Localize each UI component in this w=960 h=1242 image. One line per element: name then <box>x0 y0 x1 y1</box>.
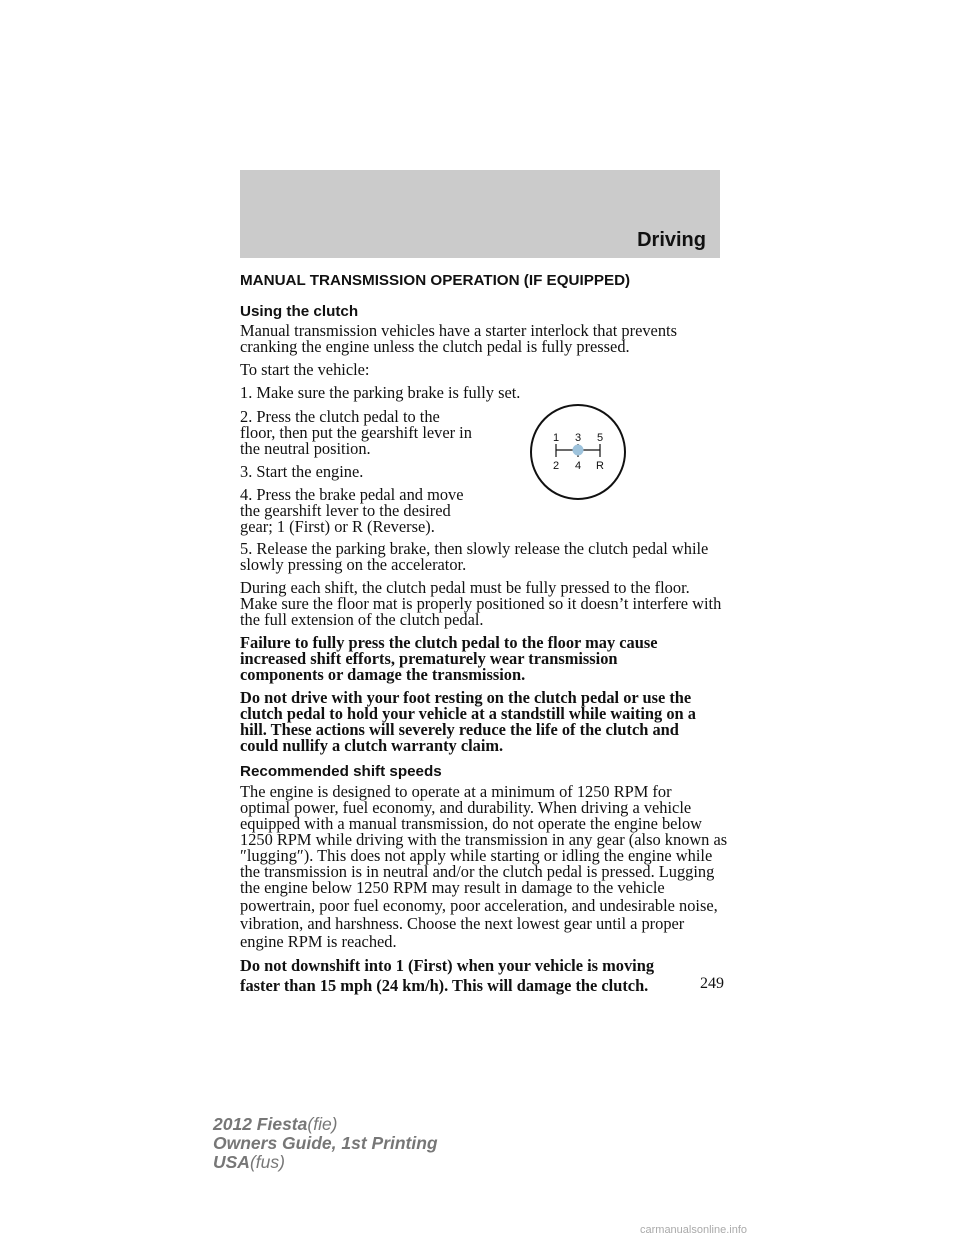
page-number: 249 <box>700 975 724 992</box>
paragraph-line: vibration, and harshness. Choose the next lowest gear until a proper <box>240 914 685 933</box>
warning-line: clutch pedal to hold your vehicle at a standstill while waiting on a <box>240 704 696 723</box>
paragraph-line: the transmission is in neutral and/or the clutch pedal is pressed. Lugging <box>240 862 715 881</box>
warning-line: components or damage the transmission. <box>240 665 526 684</box>
step-line: slowly pressing on the accelerator. <box>240 555 467 574</box>
paragraph-line: ″lugging″). This does not apply while starting or idling the engine while <box>240 846 713 865</box>
section-header-title: Driving <box>637 229 706 251</box>
gear-label-1: 1 <box>552 432 560 444</box>
gear-label-5: 5 <box>596 432 604 444</box>
footer-model-code: (fie) <box>307 1114 338 1134</box>
warning-line: Do not drive with your foot resting on the clutch pedal or use the <box>240 688 692 707</box>
step-line: 3. Start the engine. <box>240 462 364 481</box>
paragraph-line: 1250 RPM while driving with the transmission in any gear (also known as <box>240 830 728 849</box>
paragraph-line: the full extension of the clutch pedal. <box>240 610 484 629</box>
document-footer <box>213 1115 438 1172</box>
paragraph-line: Manual transmission vehicles have a starter interlock that prevents <box>240 321 677 340</box>
footer-market: USA <box>213 1152 250 1172</box>
gear-label-r: R <box>596 460 604 472</box>
gearshift-pattern-diagram <box>528 402 628 502</box>
gear-label-4: 4 <box>574 460 582 472</box>
section-header-band <box>240 170 720 258</box>
step-line: the gearshift lever to the desired <box>240 501 451 520</box>
paragraph-line: optimal power, fuel economy, and durability. When driving a vehicle <box>240 798 692 817</box>
paragraph-line: During each shift, the clutch pedal must be fully pressed to the floor. <box>240 578 690 597</box>
paragraph-line: To start the vehicle: <box>240 360 370 379</box>
warning-line: increased shift efforts, prematurely wear transmission <box>240 649 618 668</box>
paragraph-line: Make sure the floor mat is properly positioned so it doesn’t interfere with <box>240 594 722 613</box>
warning-line: hill. These actions will severely reduce the life of the clutch and <box>240 720 679 739</box>
footer-guide: Owners Guide, 1st Printing <box>213 1133 438 1153</box>
gear-label-3: 3 <box>574 432 582 444</box>
step-line: gear; 1 (First) or R (Reverse). <box>240 517 435 536</box>
section-title: MANUAL TRANSMISSION OPERATION (IF EQUIPPED) <box>240 272 631 289</box>
paragraph-line: powertrain, poor fuel economy, poor acceleration, and undesirable noise, <box>240 896 718 915</box>
step-line: 4. Press the brake pedal and move <box>240 485 464 504</box>
step-line: floor, then put the gearshift lever in <box>240 423 472 442</box>
paragraph-line: equipped with a manual transmission, do not operate the engine below <box>240 814 703 833</box>
warning-line: could nullify a clutch warranty claim. <box>240 736 504 755</box>
subsection-title-shift-speeds: Recommended shift speeds <box>240 763 442 780</box>
warning-line: faster than 15 mph (24 km/h). This will damage the clutch. <box>240 976 649 995</box>
neutral-position-dot <box>573 445 584 456</box>
step-line: the neutral position. <box>240 439 371 458</box>
paragraph-line: the engine below 1250 RPM may result in damage to the vehicle <box>240 878 665 897</box>
watermark-link[interactable]: carmanualsonline.info <box>640 1224 748 1236</box>
step-line: 1. Make sure the parking brake is fully set. <box>240 383 521 402</box>
paragraph-line: engine RPM is reached. <box>240 932 397 951</box>
warning-line: Failure to fully press the clutch pedal to the floor may cause <box>240 633 658 652</box>
footer-model: 2012 Fiesta <box>213 1114 308 1134</box>
warning-line: Do not downshift into 1 (First) when your vehicle is moving <box>240 956 655 975</box>
step-line: 2. Press the clutch pedal to the <box>240 407 440 426</box>
paragraph-line: The engine is designed to operate at a minimum of 1250 RPM for <box>240 782 672 801</box>
subsection-title-using-clutch: Using the clutch <box>240 303 359 320</box>
footer-market-code: (fus) <box>249 1152 285 1172</box>
paragraph-line: cranking the engine unless the clutch pedal is fully pressed. <box>240 337 630 356</box>
gear-label-2: 2 <box>552 460 560 472</box>
step-line: 5. Release the parking brake, then slowly release the clutch pedal while <box>240 539 709 558</box>
